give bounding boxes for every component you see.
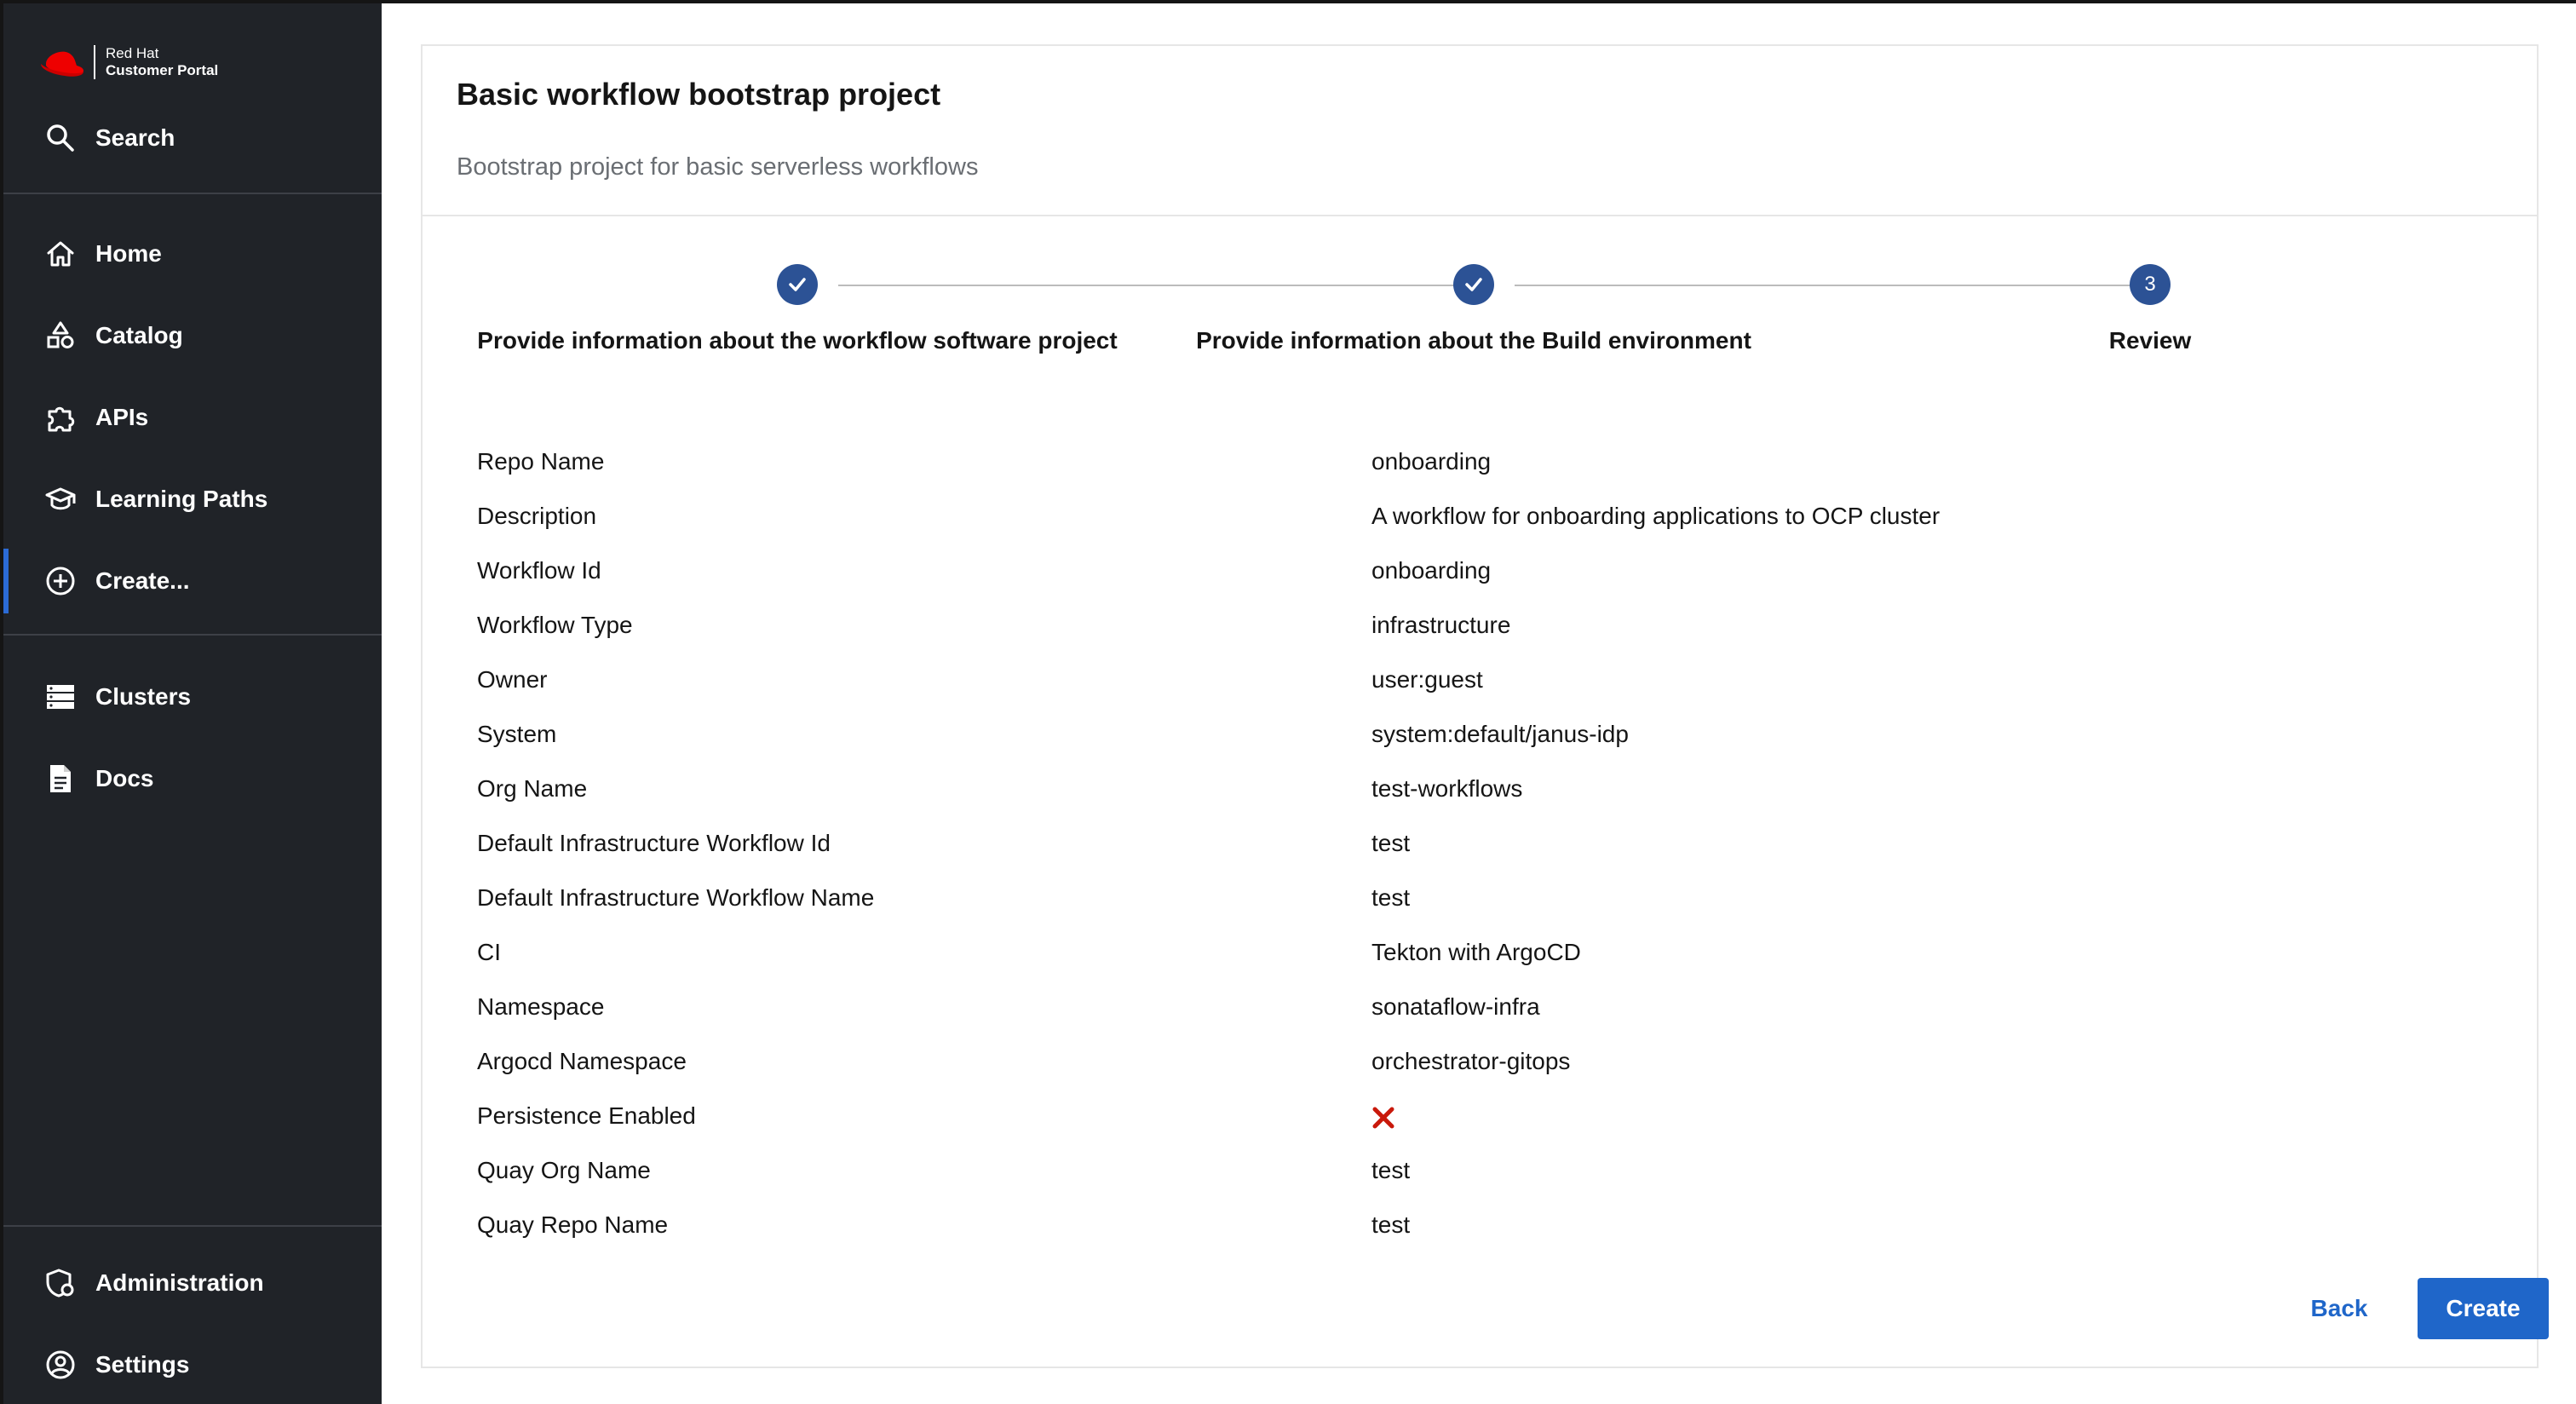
review-value: orchestrator-gitops: [1371, 1048, 1571, 1074]
review-row: [423, 492, 2537, 547]
review-key: Description: [477, 503, 597, 529]
review-row: [423, 438, 2537, 492]
review-key: Argocd Namespace: [477, 1048, 687, 1074]
sidebar-item-label: Clusters: [95, 683, 192, 710]
logo[interactable]: [39, 41, 218, 83]
step-2-label: Provide information about the Build environment: [1196, 327, 1751, 354]
review-row: [423, 1038, 2537, 1092]
main-content: [382, 3, 2576, 1404]
shield-gear-icon: [44, 1267, 77, 1299]
back-button[interactable]: Back: [2297, 1278, 2382, 1339]
step-1-label: Provide information about the workflow software project: [477, 327, 1118, 354]
sidebar-item-label: APIs: [95, 404, 149, 430]
step-connector: [1515, 285, 2140, 286]
review-row: [423, 656, 2537, 711]
red-hat-logo-icon: [39, 45, 85, 79]
logo-text: [106, 45, 218, 79]
review-row: [423, 601, 2537, 656]
page-title: Basic workflow bootstrap project: [457, 77, 941, 112]
card-header: [423, 46, 2537, 216]
server-icon: [44, 681, 77, 713]
sidebar-divider: [3, 634, 382, 636]
step-connector: [838, 285, 1455, 286]
logo-line-1: Red Hat: [106, 45, 159, 61]
puzzle-icon: [44, 401, 77, 434]
review-key: Quay Org Name: [477, 1157, 651, 1183]
review-value: A workflow for onboarding applications to OCP cluster: [1371, 503, 1941, 529]
x-mark-icon: [1370, 1104, 1397, 1131]
review-row: [423, 1147, 2537, 1201]
review-key: Default Infrastructure Workflow Id: [477, 830, 831, 856]
review-key: Org Name: [477, 775, 588, 802]
sidebar-item-create[interactable]: [3, 549, 382, 613]
review-value: onboarding: [1371, 448, 1492, 475]
review-value: Tekton with ArgoCD: [1371, 939, 1581, 965]
wizard-card: [421, 44, 2539, 1368]
review-key: Persistence Enabled: [477, 1102, 696, 1129]
sidebar-item-label: Create...: [95, 567, 190, 594]
plus-circle-icon: [44, 565, 77, 597]
review-row: [423, 711, 2537, 765]
sidebar-item-docs[interactable]: [3, 746, 382, 811]
sidebar-item-label: Search: [95, 124, 175, 151]
step-1-complete: [777, 264, 818, 305]
review-key: Repo Name: [477, 448, 605, 475]
review-key: Default Infrastructure Workflow Name: [477, 884, 875, 911]
sidebar-item-home[interactable]: [3, 222, 382, 286]
review-key: System: [477, 721, 557, 747]
stepper: [423, 216, 2537, 387]
review-value: infrastructure: [1371, 612, 1511, 638]
review-value: test: [1371, 830, 1411, 856]
logo-divider: [94, 45, 95, 79]
sidebar-item-label: Docs: [95, 765, 154, 791]
review-key: Workflow Id: [477, 557, 601, 584]
catalog-icon: [44, 319, 77, 352]
review-value: test: [1371, 1157, 1411, 1183]
sidebar-item-label: Catalog: [95, 322, 183, 348]
document-icon: [44, 762, 77, 795]
review-key: Owner: [477, 666, 548, 693]
review-key: Namespace: [477, 993, 605, 1020]
step-2-complete: [1453, 264, 1494, 305]
home-icon: [44, 238, 77, 270]
checkmark-icon: [786, 273, 808, 296]
sidebar-divider: [3, 1225, 382, 1227]
sidebar-item-catalog[interactable]: [3, 303, 382, 368]
review-value: test: [1371, 884, 1411, 911]
review-row: [423, 820, 2537, 874]
create-button[interactable]: Create: [2418, 1278, 2549, 1339]
sidebar-item-apis[interactable]: [3, 385, 382, 450]
sidebar-item-learning-paths[interactable]: [3, 467, 382, 532]
checkmark-icon: [1463, 273, 1485, 296]
sidebar-item-label: Learning Paths: [95, 486, 268, 512]
review-key: Workflow Type: [477, 612, 633, 638]
page-subtitle: Bootstrap project for basic serverless workflows: [457, 153, 979, 181]
sidebar-item-search[interactable]: [3, 106, 382, 170]
sidebar-divider: [3, 193, 382, 194]
active-indicator: [3, 549, 9, 613]
review-row: [423, 1092, 2537, 1147]
review-key: Quay Repo Name: [477, 1211, 669, 1238]
logo-line-2: Customer Portal: [106, 62, 219, 78]
review-row: [423, 983, 2537, 1038]
sidebar-item-label: Settings: [95, 1351, 190, 1378]
review-key: CI: [477, 939, 501, 965]
sidebar-item-settings[interactable]: [3, 1332, 382, 1397]
sidebar: [3, 3, 382, 1404]
step-number: 3: [2144, 273, 2156, 296]
review-value: onboarding: [1371, 557, 1492, 584]
review-row: [423, 874, 2537, 929]
sidebar-item-label: Home: [95, 240, 162, 267]
review-row: [423, 547, 2537, 601]
review-row: [423, 765, 2537, 820]
sidebar-item-clusters[interactable]: [3, 665, 382, 729]
review-row: [423, 1201, 2537, 1256]
search-icon: [44, 122, 77, 154]
review-value: test-workflows: [1371, 775, 1523, 802]
review-value: user:guest: [1371, 666, 1483, 693]
step-3-label: Review: [2108, 327, 2192, 354]
step-3-active: [2130, 264, 2171, 305]
review-row: [423, 929, 2537, 983]
review-value: test: [1371, 1211, 1411, 1238]
review-value: system:default/janus-idp: [1371, 721, 1629, 747]
graduation-cap-icon: [44, 483, 77, 515]
sidebar-item-administration[interactable]: [3, 1251, 382, 1315]
review-value: sonataflow-infra: [1371, 993, 1540, 1020]
sidebar-item-label: Administration: [95, 1269, 264, 1296]
user-circle-icon: [44, 1349, 77, 1381]
